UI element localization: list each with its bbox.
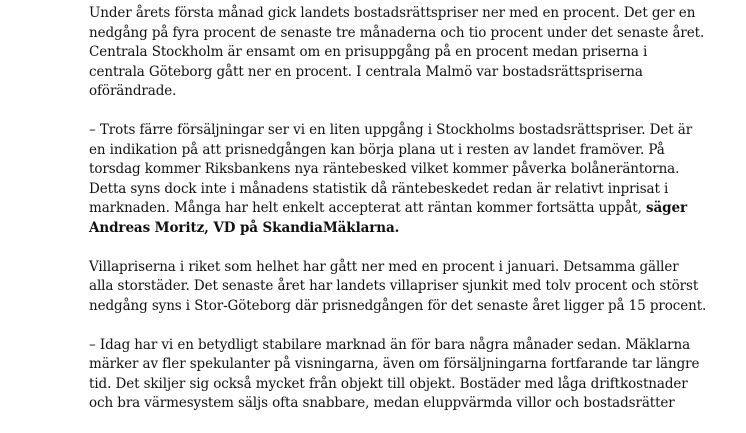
text-line-mixed <box>89 199 688 219</box>
text-line: Detta syns dock inte i månadens statistik då räntebeskedet redan är relativt inprisat i <box>89 180 669 197</box>
paragraph-market-summary <box>89 4 705 102</box>
text-line: – Trots färre försäljningar ser vi en liten uppgång i Stockholms bostadsrättspriser. Det är <box>89 122 693 138</box>
text-line: tid. Det skiljer sig också mycket från objekt till objekt. Bostäder med låga driftkostnader <box>89 375 688 392</box>
text-line: Villapriserna i riket som helhet har gått ner med en procent i januari. Detsamma gäller <box>89 258 679 275</box>
attribution-name: Andreas Moritz, VD på SkandiaMäklarna. <box>89 219 400 236</box>
text-line: Centrala Stockholm är ensamt om en prisuppgång på en procent medan priserna i <box>89 44 648 60</box>
text-line: oförändrade. <box>89 83 177 99</box>
text-line: märker av fler spekulanter på visningarna, även om försäljningarna fortfarande tar längre <box>89 356 700 372</box>
text-line: – Idag har vi en betydligt stabilare marknad än för bara några månader sedan. Mäklarna <box>89 336 691 353</box>
text-line: nedgång syns i Stor-Göteborg där prisnedgången för det senaste året ligger på 15 procent. <box>89 297 707 314</box>
text-line: alla storstäder. Det senaste året har landets villapriser sjunkit med tolv procent och störst <box>89 278 699 294</box>
text-line: en indikation på att prisnedgången kan börja plana ut i resten av landet framöver. På <box>89 141 665 158</box>
text-line: nedgång på fyra procent de senaste tre månaderna och tio procent under det senaste året. <box>89 24 705 41</box>
text-line: torsdag kommer Riksbankens nya räntebesked vilket kommer påverka bolåneräntorna. <box>89 161 680 177</box>
paragraph-market-outlook <box>89 336 700 414</box>
text-line: Under årets första månad gick landets bostadsrättspriser ner med en procent. Det ger en <box>89 5 696 21</box>
attribution-verb: säger <box>646 200 688 216</box>
quote-text: marknaden. Många har helt enkelt accepterat att räntan kommer fortsätta uppåt, <box>89 200 647 216</box>
text-line: och bra värmesystem säljs ofta snabbare, medan eluppvärmda villor och bostadsrätter <box>89 395 675 411</box>
paragraph-quote-moritz <box>89 121 693 238</box>
paragraph-villa-prices <box>89 258 707 317</box>
article-body <box>89 4 707 433</box>
text-line: centrala Göteborg gått ner en procent. I centrala Malmö var bostadsrättspriserna <box>89 63 643 80</box>
